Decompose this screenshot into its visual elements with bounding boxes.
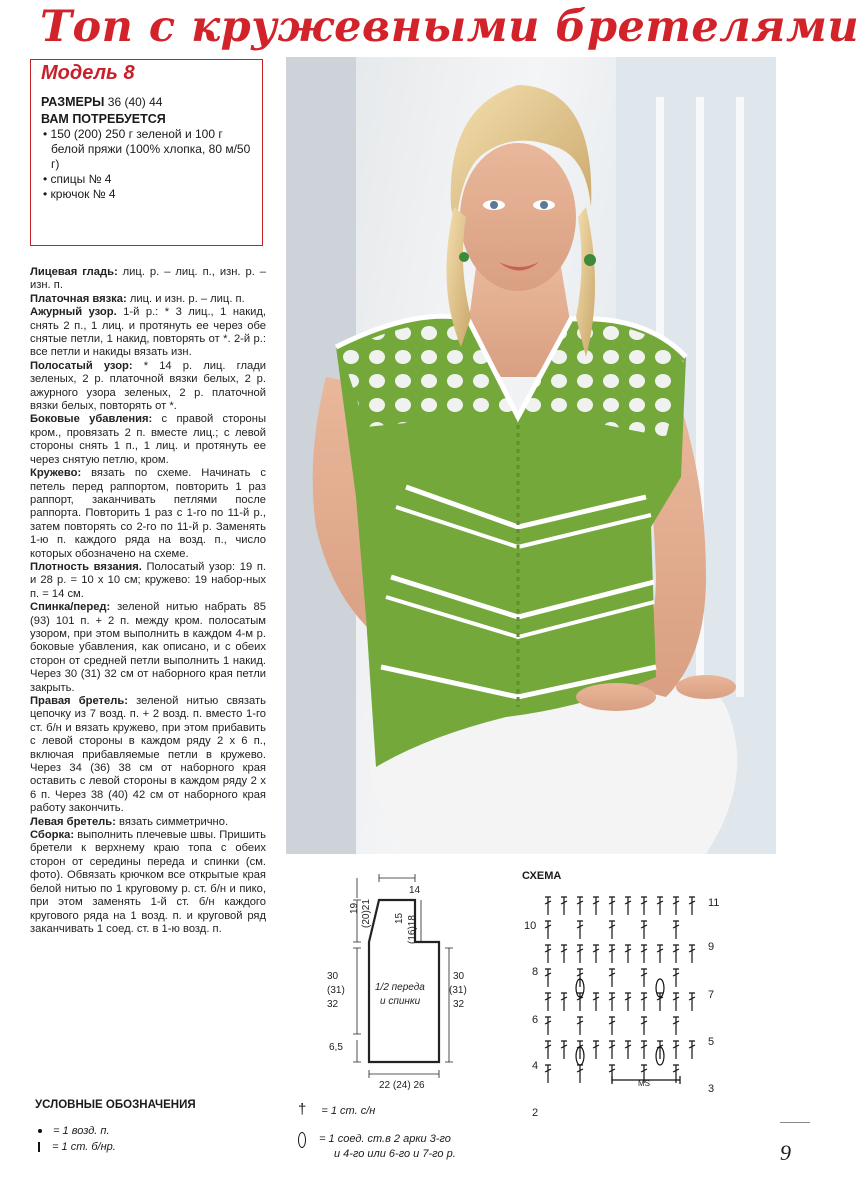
- double-crochet-mark: [561, 1041, 567, 1059]
- double-crochet-mark: [641, 993, 647, 1011]
- double-crochet-mark: [673, 969, 679, 987]
- instruction-text: вязать по схеме. Начинать с петель перед раппортом, повторить 1 раз раппорт, заканчивать петлями после раппорта. Повторить 1 раз с 1-го по 11-й р., затем повторять со 2-го по 11-й р. Заменять 1-ю п. каждого ряда на возд. п., число которых обозначено на схеме.: [30, 467, 266, 560]
- double-crochet-mark: [545, 1065, 551, 1083]
- double-crochet-mark: [641, 1017, 647, 1035]
- double-crochet-mark: [689, 993, 695, 1011]
- double-crochet-mark: [609, 897, 615, 915]
- double-crochet-mark: [577, 1065, 583, 1083]
- legend-item: [298, 1132, 451, 1148]
- row-number-left: 2: [532, 1107, 539, 1119]
- bottom-width-label: 22 (24) 26: [379, 1080, 425, 1091]
- double-crochet-mark: [673, 921, 679, 939]
- row-number-left: 6: [532, 1014, 539, 1026]
- needs-item: • крючок № 4: [43, 187, 116, 201]
- instruction-text: Полосатый узор: 19 п. и 28 р. = 10 х 10 см; кружево: 19 набор-ных п. = 14 см.: [30, 560, 267, 600]
- double-crochet-mark: [625, 945, 631, 963]
- instruction-paragraph: [30, 695, 266, 816]
- row-number-left: 8: [532, 966, 539, 978]
- double-crochet-mark: [561, 945, 567, 963]
- row-number-right: 7: [708, 989, 715, 1001]
- row-number-right: 11: [708, 897, 720, 909]
- double-crochet-mark: [577, 1041, 583, 1059]
- double-crochet-mark: [609, 1041, 615, 1059]
- row-number-right: 9: [708, 941, 715, 953]
- instruction-label: Боковые убавления:: [30, 413, 153, 426]
- needs-label: ВАМ ПОТРЕБУЕТСЯ: [41, 112, 166, 126]
- instruction-text: лиц. и изн. р. – лиц. п.: [126, 292, 245, 305]
- double-crochet-mark: [545, 1041, 551, 1059]
- double-crochet-mark: [657, 897, 663, 915]
- instruction-label: Полосатый узор:: [30, 359, 133, 372]
- instructions-column: [30, 266, 266, 936]
- double-crochet-mark: [545, 921, 551, 939]
- double-crochet-mark: [545, 945, 551, 963]
- double-crochet-mark: [641, 945, 647, 963]
- instruction-text: зеленой нитью набрать 85 (93) 101 п. + 2 п. между кром. полосатым узором, при этом выполнить в каждом 4-м р. боковые убавления, как описано, и с обеих сторон от средней петли выполнить 1 накид. Через 30 (31) 32 см от наборного края петли закрыть.: [30, 601, 266, 694]
- page-divider: [780, 1122, 810, 1123]
- instruction-paragraph: [30, 293, 266, 306]
- instruction-label: Спинка/перед:: [30, 601, 111, 614]
- double-crochet-mark: [577, 921, 583, 939]
- instruction-paragraph: [30, 829, 266, 936]
- double-crochet-mark: [689, 897, 695, 915]
- model-photo: [286, 57, 776, 854]
- instruction-label: Кружево:: [30, 467, 82, 480]
- double-crochet-mark: [673, 993, 679, 1011]
- double-crochet-mark: [561, 993, 567, 1011]
- instruction-text: выполнить плечевые швы. Пришить бретели к верхнему краю топа с обеих сторон от середины переда и спинки (см. фото). Обвязать крючком все открытые края белой нитью по 1 круговому р. ст. б/н и пико, при этом заменять 1-й ст. б/н каждого кругового ряда на 1 возд. п. и круговой ряд заканчивать 1 соед. ст. в 1-ю возд. п.: [30, 829, 266, 935]
- page-number: 9: [780, 1140, 791, 1165]
- instruction-label: Сборка:: [30, 829, 75, 842]
- instruction-text: лиц. р. – лиц. п., изн. р. – изн. п.: [30, 266, 266, 292]
- instruction-label: Плотность вязания.: [30, 560, 142, 573]
- double-crochet-mark: [625, 993, 631, 1011]
- schema-title: СХЕМА: [522, 870, 562, 882]
- double-crochet-mark: [673, 1017, 679, 1035]
- legend-item: [38, 1124, 110, 1138]
- double-crochet-mark: [577, 1017, 583, 1035]
- left-top-label: 19: [349, 902, 360, 914]
- double-crochet-mark: [545, 897, 551, 915]
- legend-text: = 1 соед. ст.в 2 арки 3-го: [319, 1133, 451, 1145]
- instruction-paragraph: [30, 601, 266, 695]
- row-number-right: 5: [708, 1036, 715, 1048]
- needs-item: • 150 (200) 250 г зеленой и 100 г белой пряжи (100% хлопка, 80 м/50 г): [43, 127, 251, 171]
- legend-text: = 1 ст. б/нр.: [52, 1141, 116, 1153]
- sizes-value: 36 (40) 44: [107, 95, 163, 109]
- sizes-label: РАЗМЕРЫ: [41, 95, 105, 109]
- photo-illustration: [286, 57, 776, 854]
- double-crochet-mark: [609, 993, 615, 1011]
- legend-text-continued: и 4-го или 6-го и 7-го р.: [334, 1148, 456, 1160]
- double-crochet-mark: [657, 1041, 663, 1059]
- double-crochet-mark: [609, 1017, 615, 1035]
- legend-text: = 1 ст. с/н: [321, 1105, 376, 1117]
- center-label: 1/2 переда: [375, 982, 425, 993]
- instruction-text: с правой стороны кром., провязать 2 п. вместе лиц.; с левой стороны снять 1 п., 1 лиц. и протянуть ее через снятую петлю, кром.: [30, 413, 267, 466]
- double-crochet-mark: [593, 1041, 599, 1059]
- sizes-row: [41, 95, 254, 110]
- page-title: Топ с кружевными бретелями: [40, 2, 859, 52]
- instruction-text: вязать симметрично.: [115, 815, 229, 828]
- instruction-paragraph: [30, 413, 266, 467]
- row-number-right: 3: [708, 1083, 715, 1095]
- instruction-text: 1-й р.: * 3 лиц., 1 накид, снять 2 п., 1 лиц. и протянуть ее через обе снятые петли, 1 накид, повторять от *. 2-й р.: все петли и накиды вязать изн.: [30, 306, 266, 359]
- center-label: и спинки: [380, 996, 421, 1007]
- left-mid-label: 30: [327, 971, 339, 982]
- double-crochet-mark: [545, 969, 551, 987]
- chart-stitch-marks: [545, 897, 695, 1084]
- instruction-paragraph: [30, 561, 266, 601]
- needs-item: • спицы № 4: [43, 172, 112, 186]
- row-number-left: 10: [524, 920, 537, 932]
- double-crochet-mark: [641, 897, 647, 915]
- top-width-label: 14: [409, 885, 421, 896]
- right-label: (31): [449, 985, 467, 996]
- model-info-box: [30, 59, 263, 246]
- ms-label: MS: [638, 1079, 650, 1088]
- crochet-chart: [520, 884, 764, 1119]
- strap-height-label: 15: [394, 912, 405, 924]
- double-crochet-mark: [545, 1017, 551, 1035]
- instruction-text: зеленой нитью связать цепочку из 7 возд. п. + 2 возд. п. вместо 1-го ст. б/н и вязать кружево, при этом прибавить с левой стороны в каждом ряду 2 х 6 п., включая прибавляемые петли в кружево. Через 34 (36) 38 см от наборного края оставить с левой стороны в каждом ряду 2 х 6 п. Через 38 (40) 42 см от наборного края работу закончить.: [30, 695, 266, 815]
- double-crochet-mark: [641, 969, 647, 987]
- row-number-left: 4: [532, 1060, 539, 1072]
- double-crochet-mark: [561, 897, 567, 915]
- legend-text: = 1 возд. п.: [53, 1125, 110, 1137]
- double-crochet-mark: [577, 897, 583, 915]
- left-mid-label: (31): [327, 985, 345, 996]
- instruction-text: * 14 р. лиц. глади зеленых, 2 р. платочной вязки белых, 2 р. ажурного узора зеленых, 2 р. платочной вязки белых, повторять от *.: [30, 359, 266, 413]
- instruction-label: Левая бретель:: [30, 815, 116, 828]
- double-crochet-mark: [641, 1041, 647, 1059]
- legend-item: [38, 1140, 116, 1154]
- instruction-paragraph: [30, 360, 266, 414]
- instruction-label: Лицевая гладь:: [30, 266, 118, 278]
- double-crochet-mark: [609, 969, 615, 987]
- double-crochet-mark: [689, 1041, 695, 1059]
- model-title: Модель 8: [41, 62, 135, 84]
- double-crochet-mark: [641, 921, 647, 939]
- instruction-label: Платочная вязка:: [30, 292, 127, 305]
- double-crochet-mark: [593, 945, 599, 963]
- double-crochet-mark: [657, 945, 663, 963]
- pattern-schematic: [327, 864, 479, 1092]
- instruction-label: Ажурный узор.: [30, 306, 117, 319]
- strap-height-alt-label: (16)18: [407, 915, 418, 944]
- double-crochet-mark: [625, 897, 631, 915]
- double-crochet-mark: [545, 993, 551, 1011]
- legend-title: УСЛОВНЫЕ ОБОЗНАЧЕНИЯ: [35, 1099, 196, 1111]
- instruction-paragraph: [30, 467, 266, 561]
- legend-item: [298, 1103, 375, 1118]
- double-crochet-mark: [673, 945, 679, 963]
- double-crochet-mark: [689, 945, 695, 963]
- left-top-alt-label: (20)21: [361, 899, 372, 928]
- double-crochet-mark: [593, 897, 599, 915]
- double-crochet-mark: [577, 969, 583, 987]
- double-crochet-mark: [577, 945, 583, 963]
- right-label: 32: [453, 999, 465, 1010]
- instruction-paragraph: [30, 816, 266, 829]
- single-crochet-icon: [38, 1142, 40, 1152]
- instruction-paragraph: [30, 306, 266, 360]
- chain-stitch-icon: [38, 1129, 42, 1133]
- left-mid-label: 32: [327, 999, 339, 1010]
- left-bottom-label: 6,5: [329, 1042, 343, 1053]
- double-crochet-icon: †: [298, 1101, 307, 1118]
- double-crochet-mark: [593, 993, 599, 1011]
- double-crochet-mark: [673, 897, 679, 915]
- double-crochet-mark: [609, 945, 615, 963]
- instruction-label: Правая бретель:: [30, 695, 128, 707]
- double-crochet-mark: [625, 1041, 631, 1059]
- instruction-paragraph: [30, 266, 266, 293]
- double-crochet-mark: [609, 921, 615, 939]
- right-label: 30: [453, 971, 465, 982]
- slip-stitch-oval-icon: [298, 1132, 306, 1148]
- double-crochet-mark: [673, 1041, 679, 1059]
